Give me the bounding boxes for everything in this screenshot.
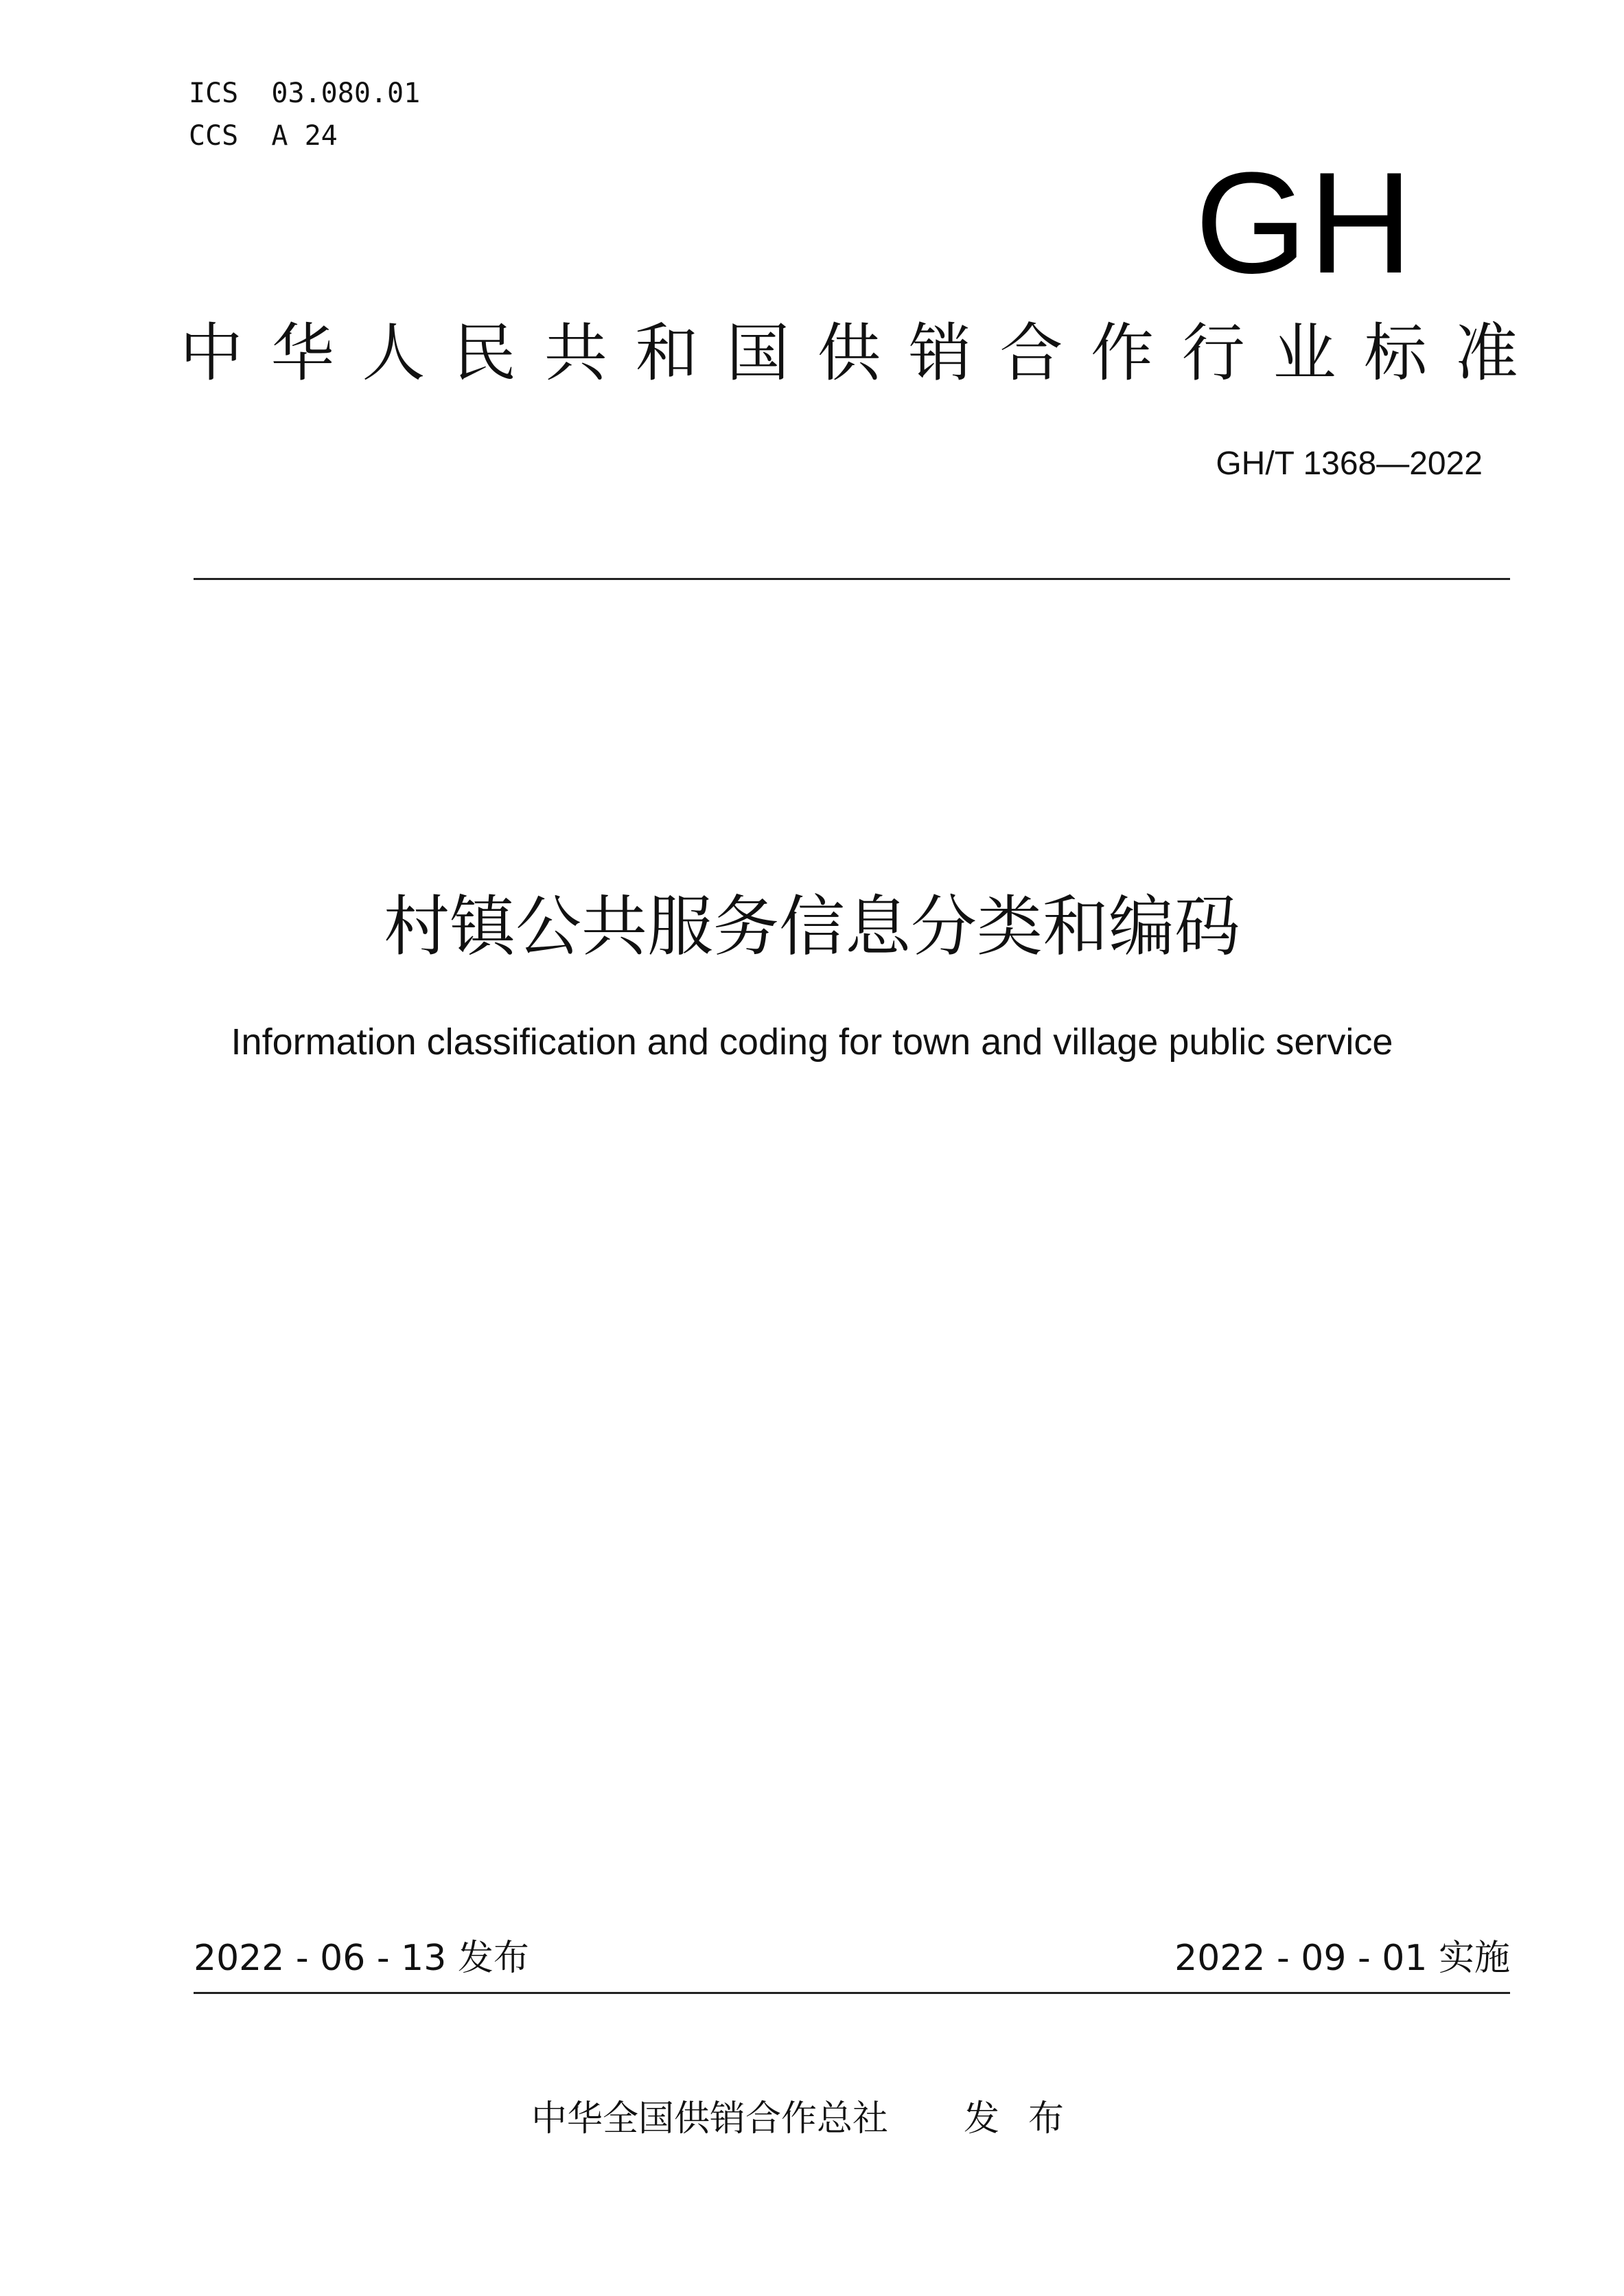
industry-title-char: 标 [1364, 316, 1428, 390]
industry-title-char: 行 [1181, 316, 1245, 390]
industry-title-char: 华 [270, 316, 334, 390]
footer-divider [194, 1992, 1510, 1994]
header-divider [194, 578, 1510, 580]
publish-date-line [194, 1936, 529, 1981]
implement-date-line [1174, 1936, 1510, 1981]
industry-title-char: 合 [999, 316, 1063, 390]
industry-title-char: 民 [453, 316, 517, 390]
industry-title-char: 人 [362, 316, 426, 390]
ics-label: ICS [189, 78, 239, 109]
ccs-label: CCS [189, 120, 239, 152]
publish-date: 2022 - 06 - 13 [194, 1938, 447, 1979]
industry-title-char: 共 [544, 316, 607, 390]
industry-standard-title [180, 316, 1518, 391]
industry-title-char: 作 [1091, 316, 1155, 390]
ccs-classification [189, 119, 338, 152]
document-title-cn: 村镇公共服务信息分类和编码 [384, 888, 1240, 965]
industry-title-char: 和 [635, 316, 699, 390]
industry-title-char: 中 [180, 316, 244, 390]
document-title-en: Information classification and coding for town and village public service [231, 1021, 1393, 1063]
ccs-code: A 24 [271, 120, 338, 152]
implement-date: 2022 - 09 - 01 [1174, 1938, 1428, 1979]
ics-classification [189, 77, 420, 110]
gh-logo: GH [1195, 142, 1414, 303]
issuer-organization: 中华全国供销合作总社 [531, 2098, 888, 2140]
standard-number: GH/T 1368—2022 [1216, 445, 1483, 482]
publish-label: 发布 [457, 1938, 529, 1979]
issuing-authority [0, 2096, 1624, 2142]
industry-title-char: 国 [726, 316, 790, 390]
industry-title-char: 准 [1454, 316, 1518, 390]
industry-title-char: 销 [908, 316, 972, 390]
industry-title-char: 业 [1273, 316, 1336, 390]
ics-code: 03.080.01 [271, 78, 421, 109]
industry-title-char: 供 [817, 316, 881, 390]
issuer-action: 发布 [964, 2098, 1093, 2140]
implement-label: 实施 [1438, 1938, 1510, 1979]
